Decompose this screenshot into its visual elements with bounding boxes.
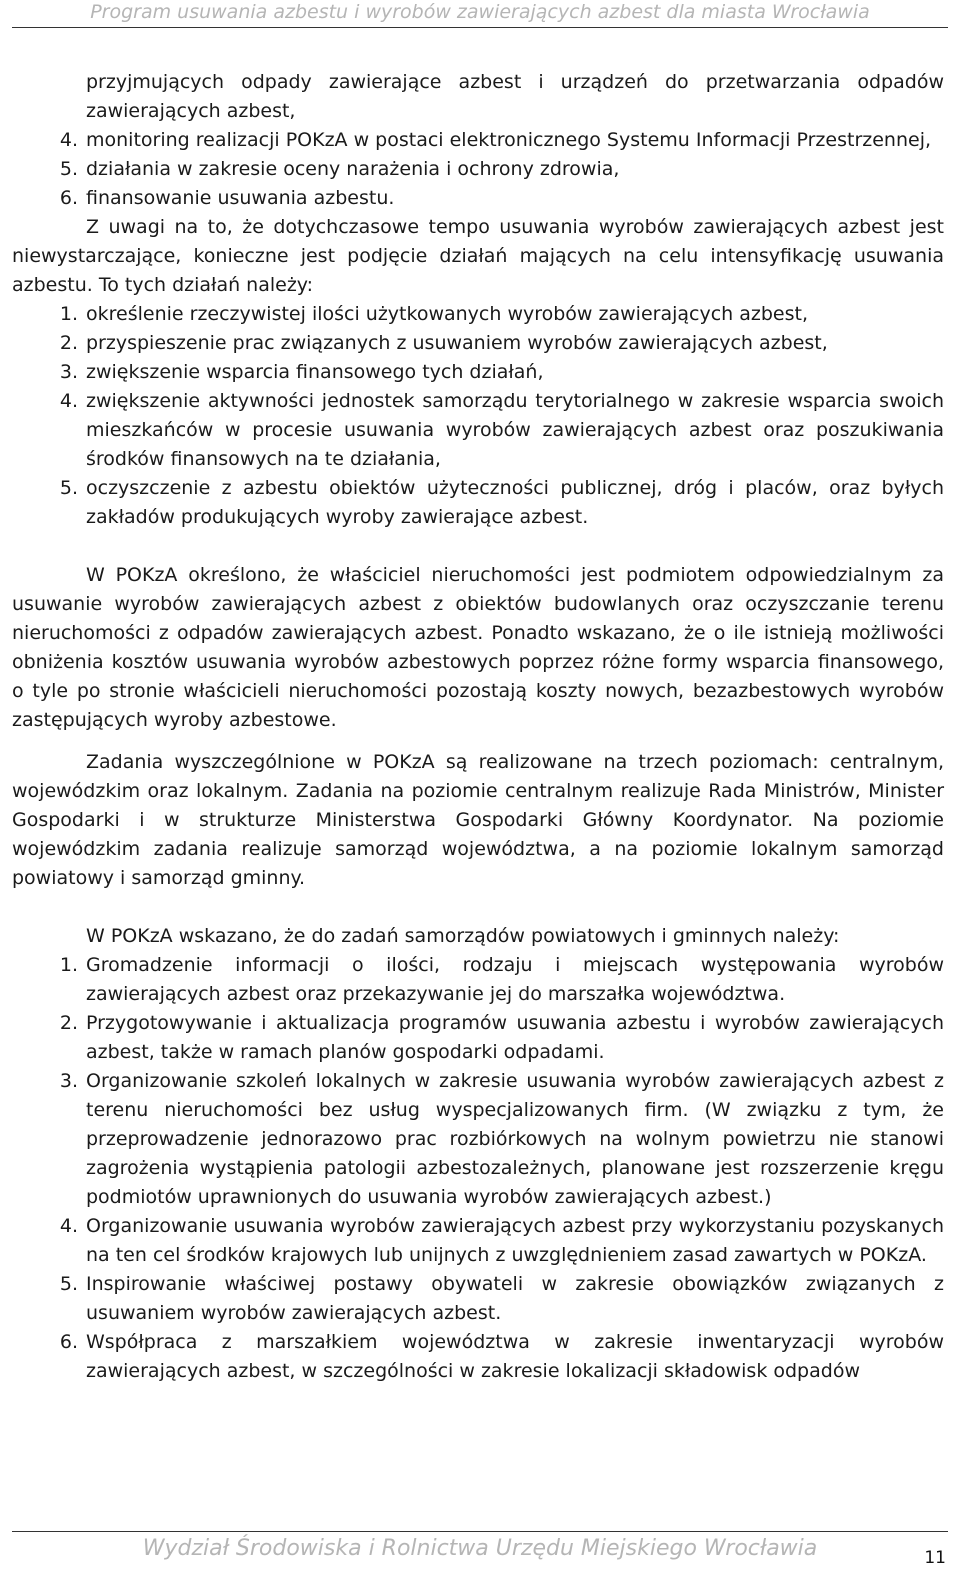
document-body (12, 68, 944, 1386)
list-text: monitoring realizacji POKzA w postaci elektronicznego Systemu Informacji Przestrzennej, (86, 129, 932, 151)
list-item (12, 387, 944, 474)
list-text: określenie rzeczywistej ilości użytkowanych wyrobów zawierających azbest, (86, 303, 808, 325)
paragraph-tasks-intro: W POKzA wskazano, że do zadań samorządów powiatowych i gminnych należy: (86, 925, 840, 947)
list-number: 5. (59, 477, 78, 499)
list-item (12, 184, 944, 213)
list-item (12, 1067, 944, 1212)
list-text: Współpraca z marszałkiem województwa w zakresie inwentaryzacji wyrobów zawierających azbest, w szczególności w zakresie lokalizacji składowisk odpadów (86, 1331, 944, 1382)
list-number: 3. (59, 361, 78, 383)
list-item (12, 126, 944, 155)
list-number: 4. (59, 129, 78, 151)
list-text: Gromadzenie informacji o ilości, rodzaju i miejscach występowania wyrobów zawierających azbest oraz przekazywanie jej do marszałka województwa. (86, 954, 944, 1005)
list-text: Inspirowanie właściwej postawy obywateli w zakresie obowiązków związanych z usuwaniem wyrobów zawierających azbest. (86, 1273, 944, 1324)
footer-divider (12, 1531, 948, 1532)
list-number: 4. (59, 1215, 78, 1237)
list-number: 6. (59, 1331, 78, 1353)
list-item (12, 155, 944, 184)
list-number: 1. (59, 303, 78, 325)
list-continuation: przyjmujących odpady zawierające azbest i urządzeń do przetwarzania odpadów zawierających azbest, (86, 71, 944, 122)
list-text: Organizowanie szkoleń lokalnych w zakresie usuwania wyrobów zawierających azbest z terenu nieruchomości bez usług wyspecjalizowanych firm. (W związku z tym, że przeprowadzenie jednorazowo prac rozbiórkowych na wolnym powietrzu nie stanowi zagrożenia wystąpienia patologii azbestozależnych, planowane jest rozszerzenie kręgu podmiotów uprawnionych do usuwania wyrobów zawierających azbest.) (86, 1070, 944, 1208)
list-item (12, 474, 944, 532)
list-item (12, 329, 944, 358)
list-number: 5. (59, 158, 78, 180)
running-footer: Wydział Środowiska i Rolnictwa Urzędu Miejskiego Wrocławia (142, 1536, 818, 1561)
list-item (12, 951, 944, 1009)
paragraph-levels: Zadania wyszczególnione w POKzA są realizowane na trzech poziomach: centralnym, wojewódzkim oraz lokalnym. Zadania na poziomie centralnym realizuje Rada Ministrów, Minister Gospodarki i w strukturze Ministerstwa Gospodarki Główny Koordynator. Na poziomie wojewódzkim zadania realizuje samorząd województwa, a na poziomie lokalnym samorząd powiatowy i samorząd gminny. (12, 751, 944, 889)
list-item (12, 1009, 944, 1067)
paragraph-owner-responsibility: W POKzA określono, że właściciel nieruchomości jest podmiotem odpowiedzialnym za usuwanie wyrobów zawierających azbest z obiektów budowlanych oraz oczyszczanie terenu nieruchomości z odpadów zawierających azbest. Ponadto wskazano, że o ile istnieją możliwości obniżenia kosztów usuwania wyrobów azbestowych poprzez różne formy wsparcia finansowego, o tyle po stronie właścicieli nieruchomości pozostają koszty nowych, bezazbestowych wyrobów zastępujących wyroby azbestowe. (12, 564, 944, 731)
running-header: Program usuwania azbestu i wyrobów zawierających azbest dla miasta Wrocławia (90, 1, 870, 23)
list-text: oczyszczenie z azbestu obiektów użyteczności publicznej, dróg i placów, oraz byłych zakładów produkujących wyroby zawierające azbest. (86, 477, 944, 528)
list-text: Przygotowywanie i aktualizacja programów usuwania azbestu i wyrobów zawierających azbest, także w ramach planów gospodarki odpadami. (86, 1012, 944, 1063)
list-text: zwiększenie aktywności jednostek samorządu terytorialnego w zakresie wsparcia swoich mieszkańców w procesie usuwania wyrobów zawierających azbest oraz poszukiwania środków finansowych na te działania, (86, 390, 944, 470)
list-number: 3. (59, 1070, 78, 1092)
list-text: zwiększenie wsparcia finansowego tych działań, (86, 361, 544, 383)
list-number: 1. (59, 954, 78, 976)
list-item (12, 1328, 944, 1386)
list-number: 6. (59, 187, 78, 209)
list-item (12, 300, 944, 329)
page-number: 11 (924, 1548, 946, 1568)
list-item (12, 358, 944, 387)
list-number: 2. (59, 332, 78, 354)
list-number: 4. (59, 390, 78, 412)
list-text: przyspieszenie prac związanych z usuwaniem wyrobów zawierających azbest, (86, 332, 828, 354)
list-text: działania w zakresie oceny narażenia i ochrony zdrowia, (86, 158, 620, 180)
paragraph-intensification: Z uwagi na to, że dotychczasowe tempo usuwania wyrobów zawierających azbest jest niewystarczające, konieczne jest podjęcie działań mających na celu intensyfikację usuwania azbestu. To tych działań należy: (12, 216, 944, 296)
list-text: finansowanie usuwania azbestu. (86, 187, 395, 209)
header-divider (12, 27, 948, 28)
list-number: 5. (59, 1273, 78, 1295)
list-item (12, 1212, 944, 1270)
list-number: 2. (59, 1012, 78, 1034)
list-text: Organizowanie usuwania wyrobów zawierających azbest przy wykorzystaniu pozyskanych na ten cel środków krajowych lub unijnych z uwzględnieniem zasad zawartych w POKzA. (86, 1215, 944, 1266)
list-item (12, 1270, 944, 1328)
